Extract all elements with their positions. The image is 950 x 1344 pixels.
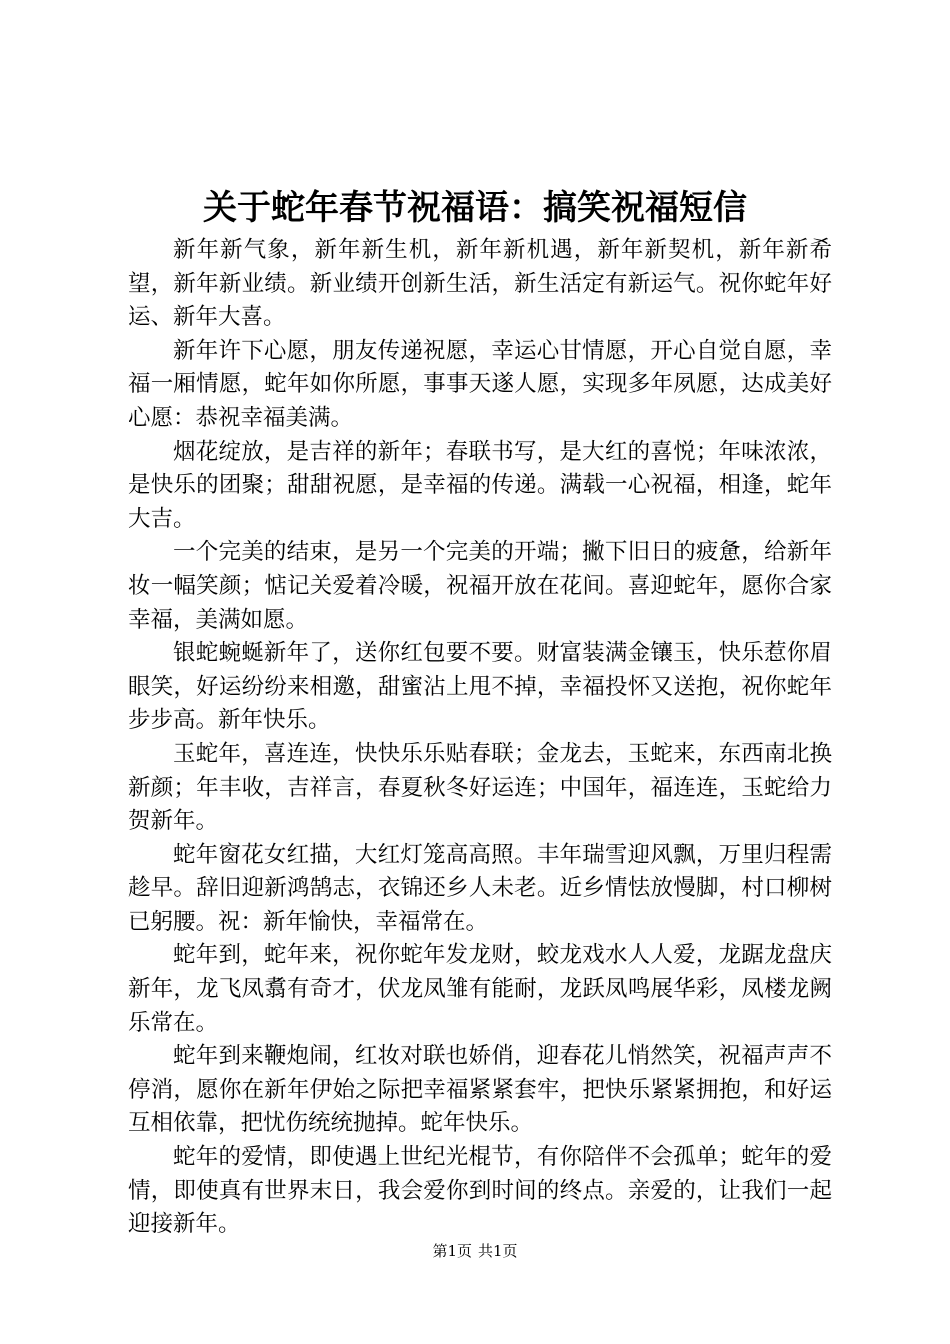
- page-total: 共1页: [478, 1242, 518, 1260]
- paragraph-6: 玉蛇年，喜连连，快快乐乐贴春联；金龙去，玉蛇来，东西南北换新颜；年丰收，吉祥言，春夏秋冬好运连；中国年，福连连，玉蛇给力贺新年。: [128, 740, 832, 835]
- paragraph-4: 一个完美的结束，是另一个完美的开端；撇下旧日的疲惫，给新年妆一幅笑颜；惦记关爱着冷暖，祝福开放在花间。喜迎蛇年，愿你合家幸福，美满如愿。: [128, 539, 832, 633]
- paragraph-2: 新年许下心愿，朋友传递祝愿，幸运心甘情愿，开心自觉自愿，幸福一厢情愿，蛇年如你所愿，事事天遂人愿，实现多年夙愿，达成美好心愿：恭祝幸福美满。: [128, 337, 832, 431]
- paragraph-9: 蛇年到来鞭炮闹，红妆对联也娇俏，迎春花儿悄然笑，祝福声声不停消，愿你在新年伊始之际把幸福紧紧套牢，把快乐紧紧拥抱，和好运互相依靠，把忧伤统统抛掉。蛇年快乐。: [128, 1043, 832, 1137]
- paragraph-5: 银蛇蜿蜒新年了，送你红包要不要。财富装满金镶玉，快乐惹你眉眼笑，好运纷纷来相邀，甜蜜沾上甩不掉，幸福投怀又送抱，祝你蛇年步步高。新年快乐。: [128, 640, 832, 734]
- paragraph-3: 烟花绽放，是吉祥的新年；春联书写，是大红的喜悦；年味浓浓，是快乐的团聚；甜甜祝愿，是幸福的传递。满载一心祝福，相逢，蛇年大吉。: [128, 438, 832, 532]
- paragraph-1: 新年新气象，新年新生机，新年新机遇，新年新契机，新年新希望，新年新业绩。新业绩开创新生活，新生活定有新运气。祝你蛇年好运、新年大喜。: [128, 237, 832, 331]
- paragraph-7: 蛇年窗花女红描，大红灯笼高高照。丰年瑞雪迎风飘，万里归程需趁早。辞旧迎新鸿鹄志，衣锦还乡人未老。近乡情怯放慢脚，村口柳树已躬腰。祝：新年愉快，幸福常在。: [128, 841, 832, 935]
- page-number: 第1页: [432, 1242, 472, 1260]
- document-title: 关于蛇年春节祝福语：搞笑祝福短信: [203, 188, 747, 228]
- document-body: [128, 234, 832, 1242]
- paragraph-8: 蛇年到，蛇年来，祝你蛇年发龙财，蛟龙戏水人人爱，龙踞龙盘庆新年，龙飞凤翥有奇才，伏龙凤雏有能耐，龙跃凤鸣展华彩，凤楼龙阙乐常在。: [128, 942, 832, 1036]
- page-footer: [0, 1241, 950, 1261]
- paragraph-10: 蛇年的爱情，即使遇上世纪光棍节，有你陪伴不会孤单；蛇年的爱情，即使真有世界末日，我会爱你到时间的终点。亲爱的，让我们一起迎接新年。: [128, 1144, 832, 1238]
